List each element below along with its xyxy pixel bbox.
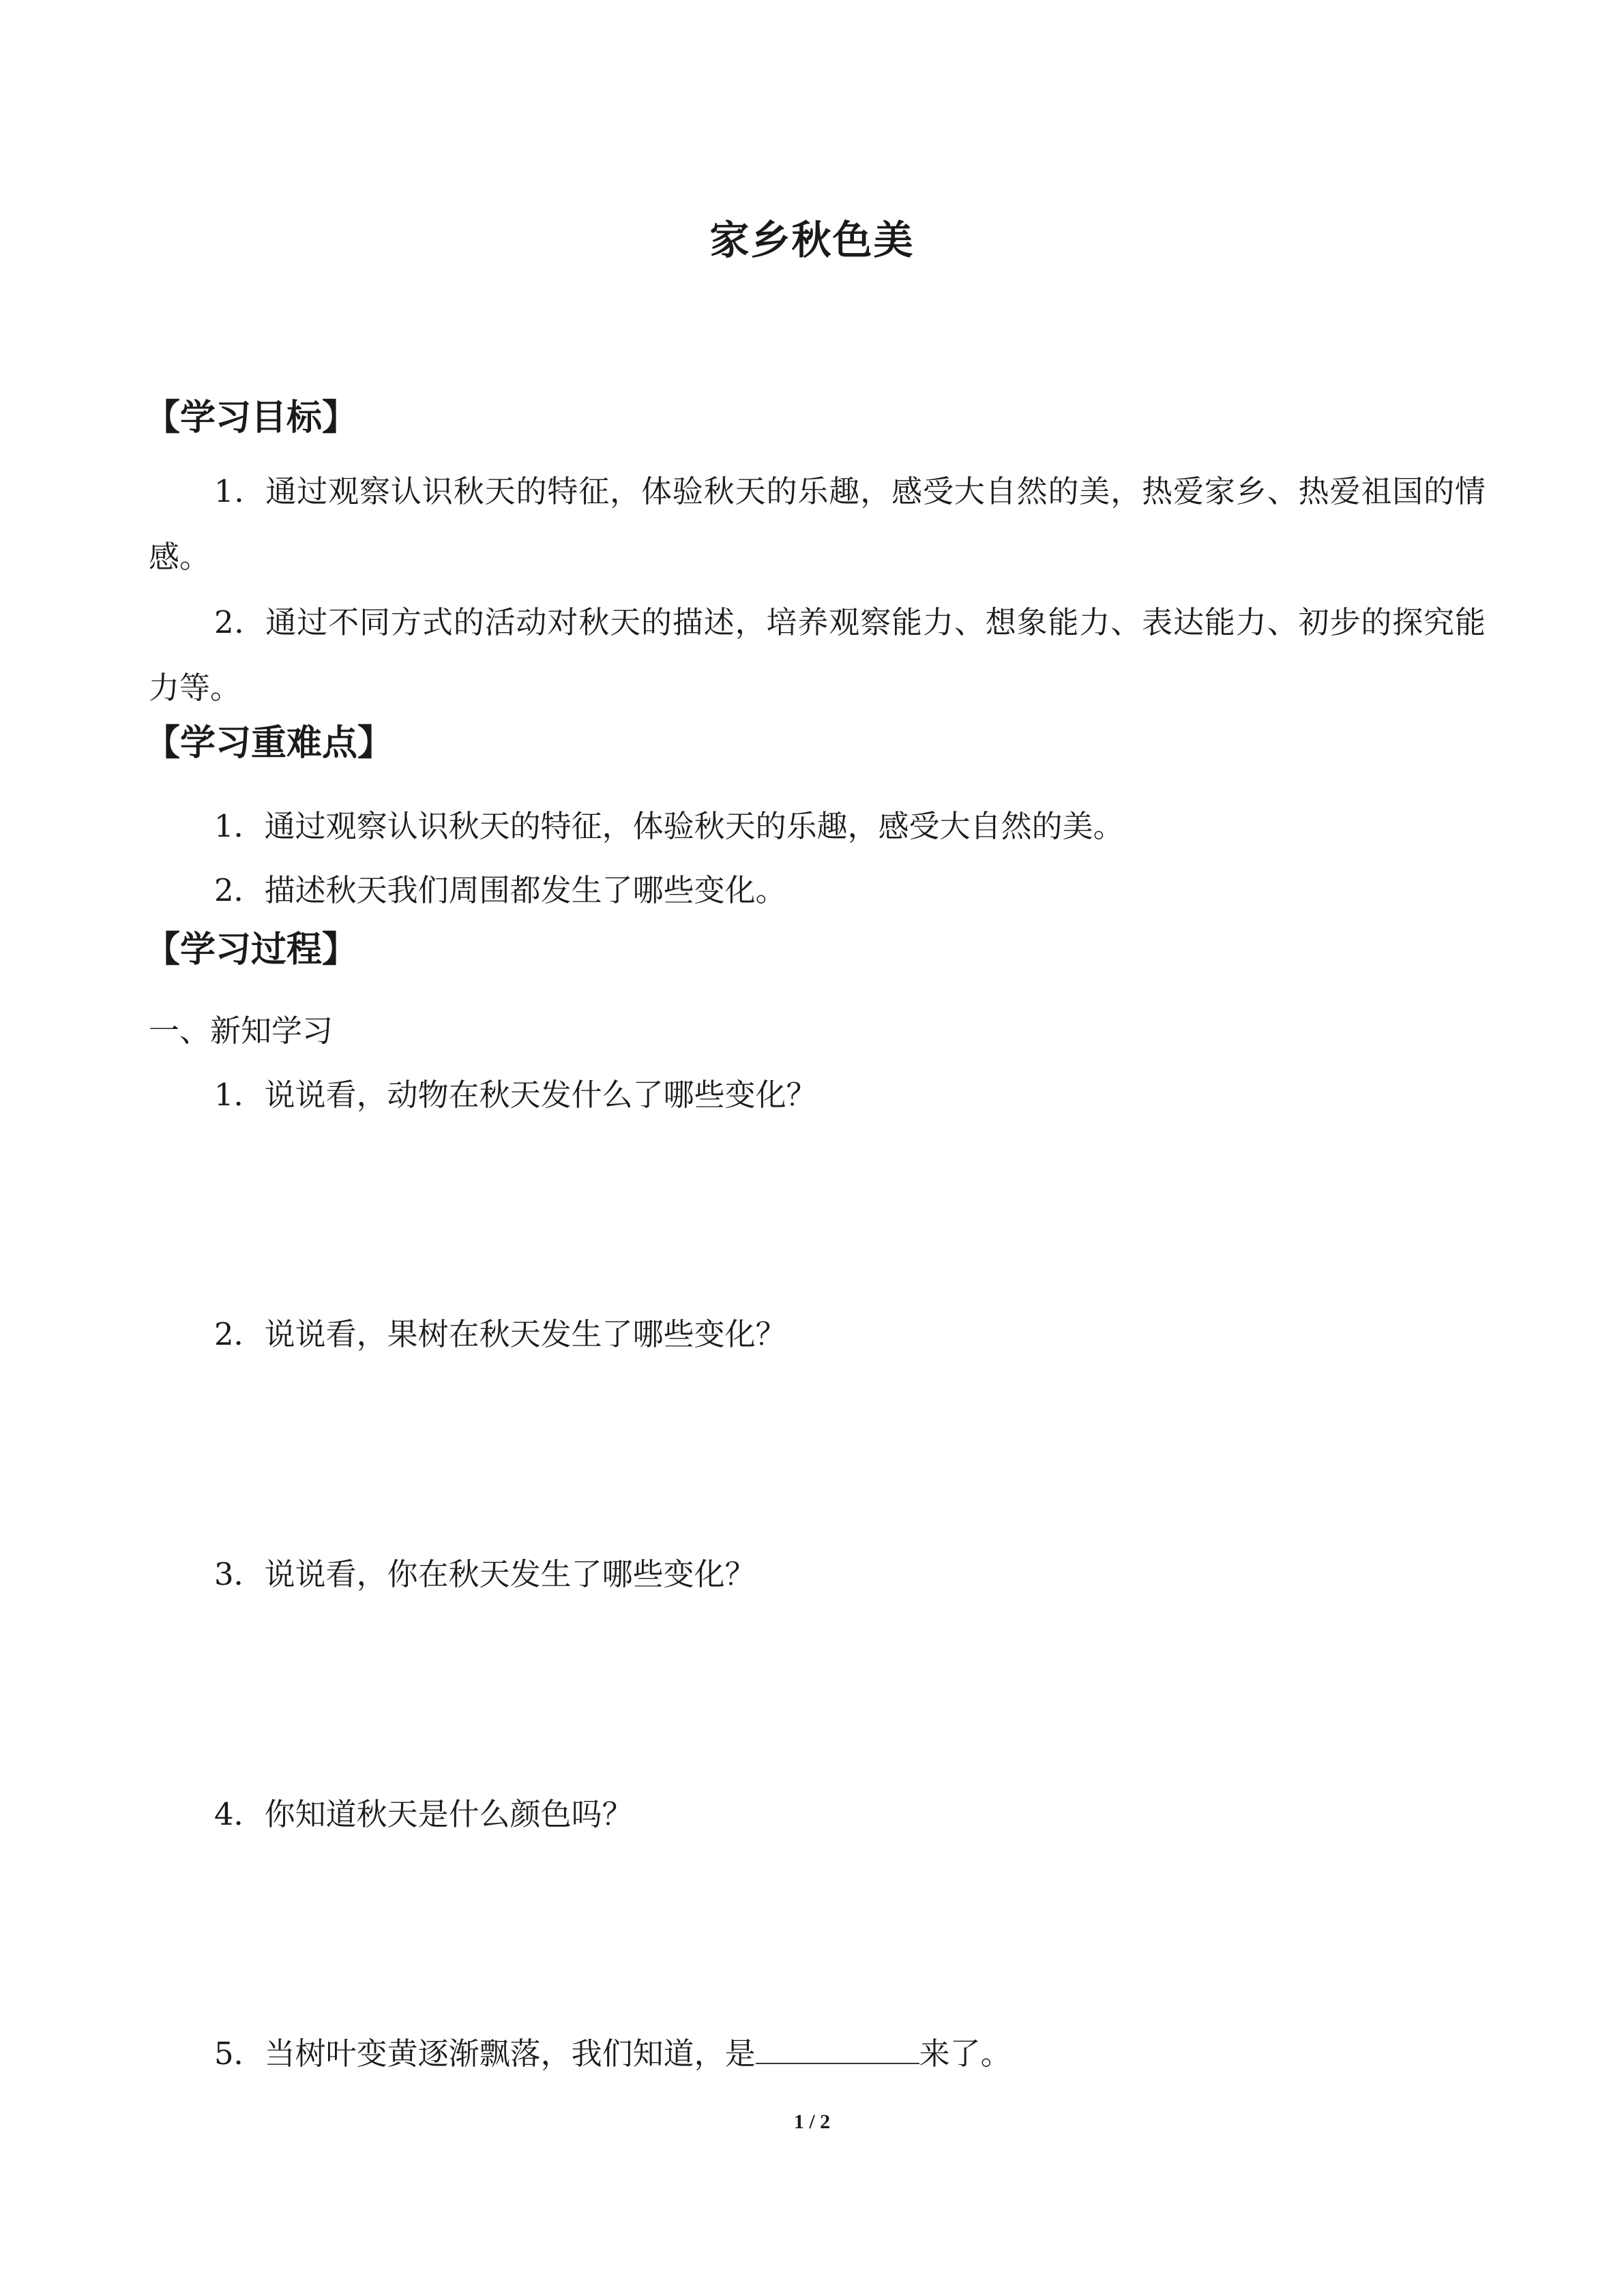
key-point-item-1: 1．通过观察认识秋天的特征，体验秋天的乐趣，感受大自然的美。 <box>214 808 1124 844</box>
page-number: 1 / 2 <box>793 2111 831 2133</box>
question-4: 4．你知道秋天是什么颜色吗？ <box>214 1796 633 1832</box>
subheading-new-knowledge: 一、新知学习 <box>149 1013 334 1049</box>
question-5-text-after: 来了。 <box>919 2036 1012 2072</box>
question-3: 3．说说看，你在秋天发生了哪些变化？ <box>214 1556 756 1592</box>
question-1: 1．说说看，动物在秋天发什么了哪些变化？ <box>214 1077 817 1113</box>
question-2: 2．说说看，果树在秋天发生了哪些变化？ <box>214 1316 786 1352</box>
document-title: 家乡秋色美 <box>709 217 915 263</box>
answer-blank[interactable] <box>756 2036 919 2064</box>
objective-item-1: 1．通过观察认识秋天的特征，体验秋天的乐趣，感受大自然的美，热爱家乡、热爱祖国的情感。 <box>149 473 1486 575</box>
heading-process: 【学习过程】 <box>145 929 358 970</box>
question-5-text-before: 5．当树叶变黄逐渐飘落，我们知道，是 <box>214 2036 756 2072</box>
question-5-fill-blank <box>214 2029 1012 2073</box>
heading-objectives: 【学习目标】 <box>145 397 358 438</box>
heading-key-points: 【学习重难点】 <box>145 722 394 764</box>
objective-item-2: 2．通过不同方式的活动对秋天的描述，培养观察能力、想象能力、表达能力、初步的探究能力等。 <box>149 604 1486 706</box>
key-point-item-2: 2．描述秋天我们周围都发生了哪些变化。 <box>214 872 786 908</box>
